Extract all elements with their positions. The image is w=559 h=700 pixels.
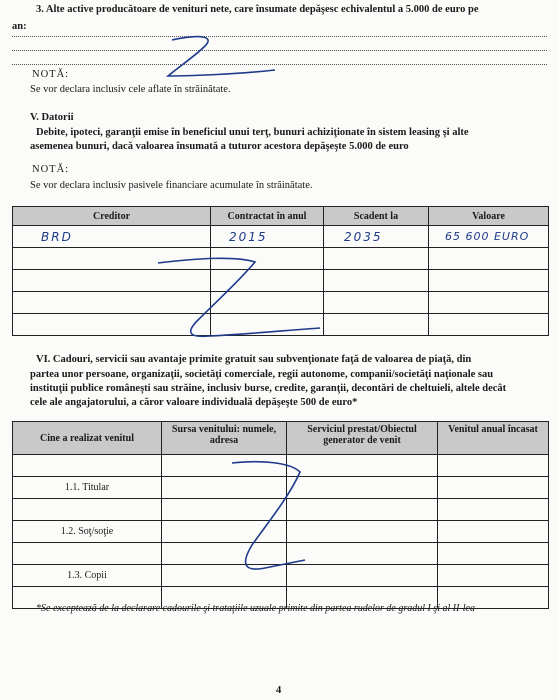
col-due-date: Scadent la [324,207,429,226]
section5-nota-label: NOTĂ: [32,164,70,175]
section5-heading: V. Datorii [30,112,74,123]
section6-desc-cont: partea unor persoane, organizaţii, societăţi comerciale, regii autonome, companii/societăţi naţionale sau [30,369,494,380]
cell: 65 600 EURO [429,226,549,248]
section3-title: 3. Alte active producătoare de venituri nete, care însumate depăşesc echivalentul a 5.000 de euro pe [36,4,479,15]
section3-nota-label: NOTĂ: [32,69,70,80]
col-source: Sursa venitului: numele, adresa [162,422,287,455]
cell: BRD [13,226,211,248]
section5-nota-text: Se vor declara inclusiv pasivele financiare acumulate în străinătate. [30,180,313,191]
strike-mark-section3 [168,37,275,76]
cell: 2015 [211,226,324,248]
strike-mark-section5 [158,258,320,336]
col-service: Serviciul prestat/Obiectul generator de venit [287,422,438,455]
col-who: Cine a realizat venitul [13,422,162,455]
col-value: Valoare [429,207,549,226]
section5-desc-cont: asemenea bunuri, dacă valoarea însumată a tuturor acestora depăşeşte 5.000 de euro [30,141,409,152]
strike-mark-section6 [232,462,305,569]
section5-desc: Debite, ipoteci, garanţii emise în beneficiul unui terţ, bunuri achiziţionate în sistem leasing şi alte [36,127,469,138]
section6-desc-cont: cele ale angajatorului, a căror valoare individuală depăşeşte 500 de euro* [30,397,358,408]
section3-nota-text: Se vor declara inclusiv cele aflate în străinătate. [30,84,231,95]
col-creditor: Creditor [13,207,211,226]
row-label-children: 1.3. Copii [13,565,162,587]
row-label-titular: 1.1. Titular [13,477,162,499]
footnote: *Se exceptează de la declarare cadourile şi trataţiile uzuale primite din partea rudelor de gradul I şi al II-lea [36,603,475,614]
section6-desc: VI. Cadouri, servicii sau avantaje primite gratuit sau subvenţionate faţă de valoarea de piaţă, din [36,354,472,365]
cell: 2035 [324,226,429,248]
page-number: 4 [276,685,282,696]
col-contracted-year: Contractat în anul [211,207,324,226]
row-label-spouse: 1.2. Soţ/soţie [13,521,162,543]
section3-title-cont: an: [12,21,27,32]
section6-desc-cont: instituţii publice româneşti sau străine, inclusiv burse, credite, garanţii, decontări de cheltuieli, altele decât [30,383,507,394]
col-annual-income: Venitul anual încasat [438,422,549,455]
